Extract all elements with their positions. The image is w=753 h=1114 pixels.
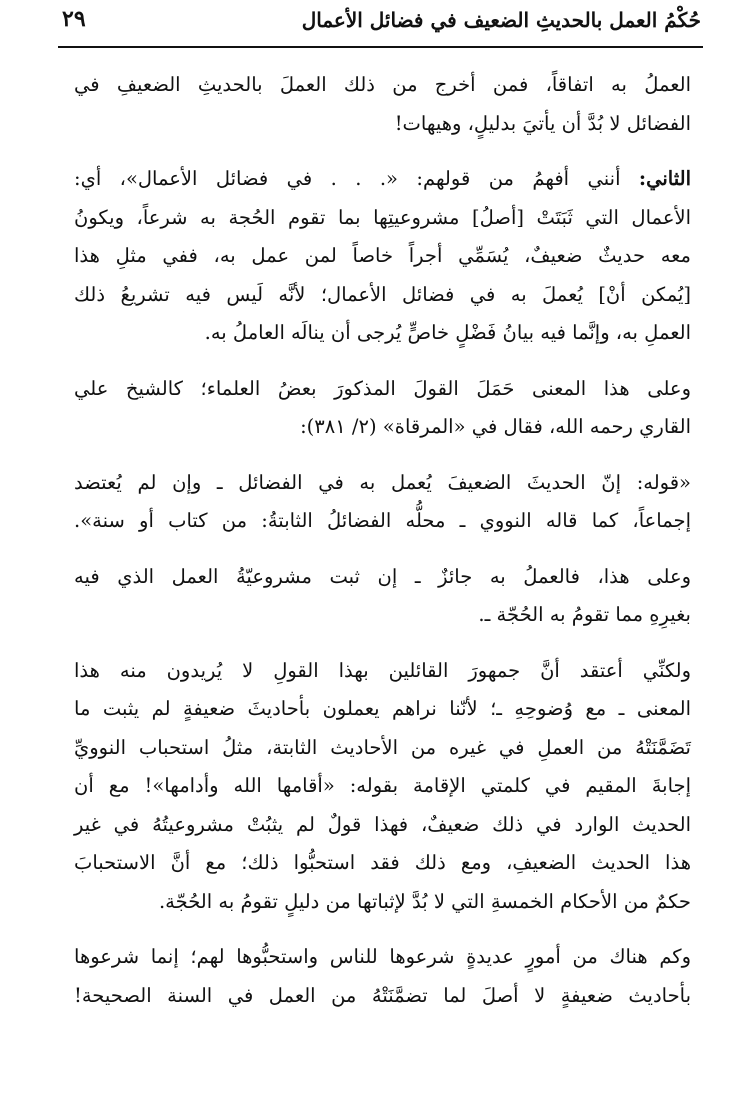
quotation-paragraph [74,464,691,541]
text-line: الفضائل لا بُدَّ أن يأتيَ بدليلٍ، وهيهات! [394,111,691,135]
text-line: الأعمال التي ثَبَتَتْ [أصلُ] مشروعيتِها بما تقوم الحُجة به شرعاً، ويكونُ [74,205,691,229]
page-number: ٢٩ [62,6,86,32]
paragraph-3 [74,370,691,447]
text-line: هذا الحديث الضعيفِ، ومع ذلك فقد استحبُّوا ذلك؛ مع أنَّ الاستحبابَ [74,851,691,874]
text-line: إجماعاً، كما قاله النووي ـ محلُّه الفضائلُ الثابتةُ: من كتاب أو سنة». [74,509,691,532]
text-line-rest: أنني أفهمُ من قولهم: «. . . في فضائل الأعمال»، أي: [74,167,621,190]
text-line: العملِ به، وإنَّما فيه بيانُ فَضْلٍ خاصٍّ يُرجى أن ينالَه العاملُ به. [204,321,691,344]
text-line: ولكنِّي أعتقد أنَّ جمهورَ القائلين بهذا القولِ لا يُريدون منه هذا [74,658,691,682]
text-line: الحديث الوارد في ذلك ضعيفٌ، فهذا قولٌ لم يثبُتْ مشروعيتُهُ في غير [74,812,691,836]
text-line: إجابةَ المقيم في كلمتي الإقامة بقوله: «أقامها الله وأدامها»! مع أن [74,774,691,797]
text-line: بأحاديث ضعيفةٍ لا أصلَ لما تضمَّنَتْهُ من العمل في السنة الصحيحة! [74,983,691,1007]
lead-word: الثاني: [638,167,691,190]
header-rule [58,46,703,48]
text-line: [يُمكن أنْ] يُعملَ به في فضائل الأعمال؛ لأنَّه لَيس فيه تشريعُ ذلك [74,282,691,306]
text-line: القاري رحمه الله، فقال في «المرقاة» (٢/ ٣٨١): [300,415,691,438]
running-header [60,4,701,44]
main-text [74,66,691,1032]
text-line-with-lead [74,160,691,199]
text-line: المعنى ـ مع وُضوحِهِ ـ؛ لأنّنا نراهم يعملون بأحاديثَ ضعيفةٍ لم يثبت ما [74,697,691,720]
text-line: وعلى هذا المعنى حَمَلَ القولَ المذكورَ بعضُ العلماء؛ كالشيخ علي [74,376,691,400]
text-line: معه حديثٌ ضعيفٌ، يُسَمِّي أجراً خاصاً لمن عمل به، ففي مثلِ هذا [74,244,691,267]
text-line: وكم هناك من أمورٍ عديدةٍ شرعوها للناس واستحبُّوها لهم؛ إنما شرعوها [74,945,691,968]
text-line: العملُ به اتفاقاً، فمن أخرج من ذلك العملَ بالحديثِ الضعيفِ في [74,73,691,96]
text-line: تَضَمَّنَتْهُ من العملِ في غيره من الأحاديث الثابتة، مثلُ استحباب النوويِّ [74,735,691,759]
paragraph-1 [74,66,691,143]
text-line: «قوله: إنّ الحديثَ الضعيفَ يُعمل به في الفضائل ـ وإن لم يُعتضد [74,470,691,494]
running-header-title: حُكْمُ العمل بالحديثِ الضعيف في فضائل الأعمال [301,8,701,32]
paragraph-7 [74,938,691,1015]
text-line: بغيرِهِ مما تقومُ به الحُجّة ـ. [478,603,691,626]
text-line: وعلى هذا، فالعملُ به جائزٌ ـ إن ثبت مشروعيّةُ العمل الذي فيه [74,564,691,588]
paragraph-6 [74,652,691,922]
paragraph-2 [74,160,691,353]
text-line: حكمٌ من الأحكام الخمسةِ التي لا بُدَّ لإثباتها من دليلٍ تقومُ به الحُجّة. [158,889,691,913]
paragraph-5 [74,558,691,635]
